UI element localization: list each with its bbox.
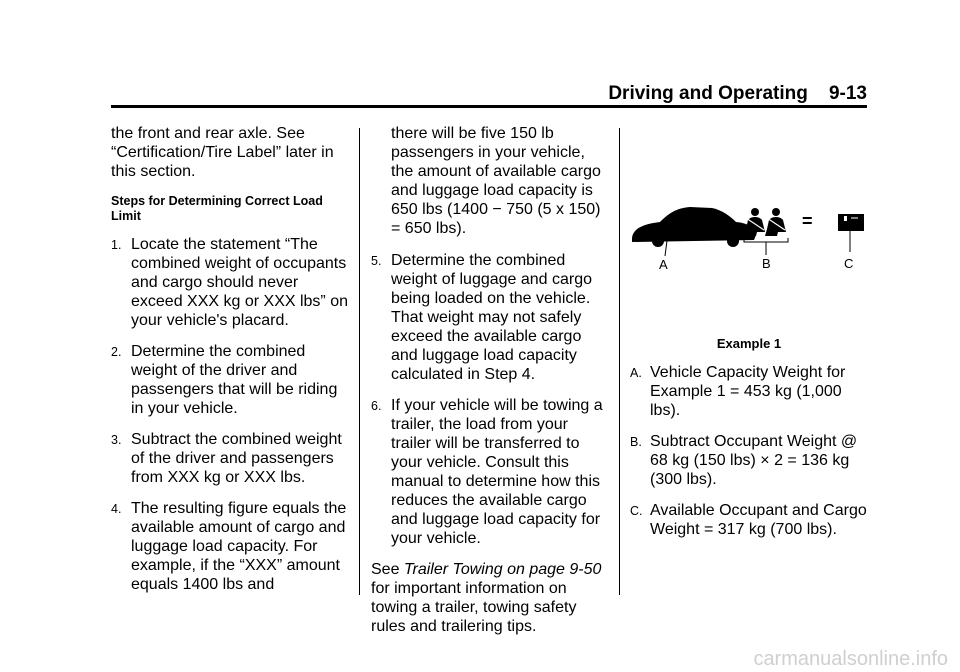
step-item-1: [111, 235, 349, 330]
legend-item-c: [630, 501, 868, 539]
step-text: Subtract the combined weight of the driver and passengers from XXX kg or XXX lbs.: [131, 431, 342, 486]
column-3: [630, 124, 868, 551]
car-icon: [632, 207, 756, 247]
column-2: [371, 124, 607, 636]
luggage-icon: [838, 214, 864, 231]
step-text: The resulting figure equals the available amount of cargo and luggage load capacity. For example, if the “XXX” amount equals 1400 lbs and: [131, 500, 347, 593]
step-item-2: [111, 342, 349, 418]
occupants-icon: [744, 208, 786, 236]
legend-text: Available Occupant and Cargo Weight = 317 kg (700 lbs).: [650, 502, 867, 538]
figure-caption: Example 1: [716, 336, 782, 351]
step-item-4: [111, 499, 349, 594]
section-subheading: Steps for Determining Correct Load Limit: [111, 194, 323, 223]
step-number: 2.: [111, 345, 122, 359]
legend-letter: A.: [630, 366, 642, 380]
see-also-paragraph: [371, 560, 607, 636]
step-item-5: [371, 251, 607, 384]
step-number: 3.: [111, 433, 122, 447]
step-number: 5.: [371, 254, 382, 268]
legend-item-b: [630, 432, 868, 489]
legend-text: Subtract Occupant Weight @ 68 kg (150 lbs) × 2 = 136 kg (300 lbs).: [650, 433, 858, 488]
header-rule: [111, 105, 867, 108]
see-prefix: See: [371, 561, 404, 578]
minus-sign: −: [718, 212, 729, 232]
column-divider-1: [359, 128, 360, 595]
legend-letter: C.: [630, 504, 643, 518]
callout-label-a: A: [659, 257, 668, 272]
step-item-6: [371, 396, 607, 548]
column-divider-2: [619, 128, 620, 595]
step-text: If your vehicle will be towing a trailer, the load from your trailer will be transferred to your vehicle. Consult this manual to determine how this reduces the available cargo and luggage load capacity for your vehicle.: [391, 397, 603, 547]
legend-item-a: [630, 363, 868, 420]
steps-list: [111, 235, 349, 594]
trailer-towing-link[interactable]: Trailer Towing on page 9-50: [403, 561, 602, 578]
step-text: Determine the combined weight of the driver and passengers that will be riding in your vehicle.: [131, 343, 338, 417]
page-title: Driving and Operating 9-13: [608, 83, 867, 104]
step-number: 6.: [371, 399, 382, 413]
step-4-continuation: there will be five 150 lb passengers in your vehicle, the amount of available cargo and luggage load capacity is 650 lbs (1400 − 750 (5 x 150) = 650 lbs).: [391, 125, 601, 237]
callout-label-b: B: [762, 256, 771, 271]
equals-sign: =: [802, 211, 813, 231]
step-item-3: [111, 430, 349, 487]
callout-legend: [630, 363, 868, 539]
step-text: Locate the statement “The combined weight of occupants and cargo should never exceed XXX kg or XXX lbs” on your vehicle's placard.: [131, 236, 348, 329]
see-suffix: for important information on towing a trailer, towing safety rules and trailering tips.: [371, 580, 577, 635]
load-calculation-diagram: [630, 134, 868, 334]
callout-label-c: C: [844, 256, 854, 271]
step-number: 1.: [111, 238, 122, 252]
page-header: [111, 83, 867, 105]
example-1-illustration: [630, 134, 868, 334]
column-1: [111, 124, 349, 606]
step-text: Determine the combined weight of luggage and cargo being loaded on the vehicle. That weight may not safely exceed the available cargo and luggage load capacity calculated in Step 4.: [391, 252, 593, 383]
step-number: 4.: [111, 502, 122, 516]
site-watermark: carmanualsonline.info: [753, 648, 948, 670]
legend-text: Vehicle Capacity Weight for Example 1 = 453 kg (1,000 lbs).: [650, 364, 846, 419]
intro-paragraph: the front and rear axle. See “Certification/Tire Label” later in this section.: [111, 125, 334, 180]
legend-letter: B.: [630, 435, 642, 449]
steps-list-continued: [371, 251, 607, 548]
